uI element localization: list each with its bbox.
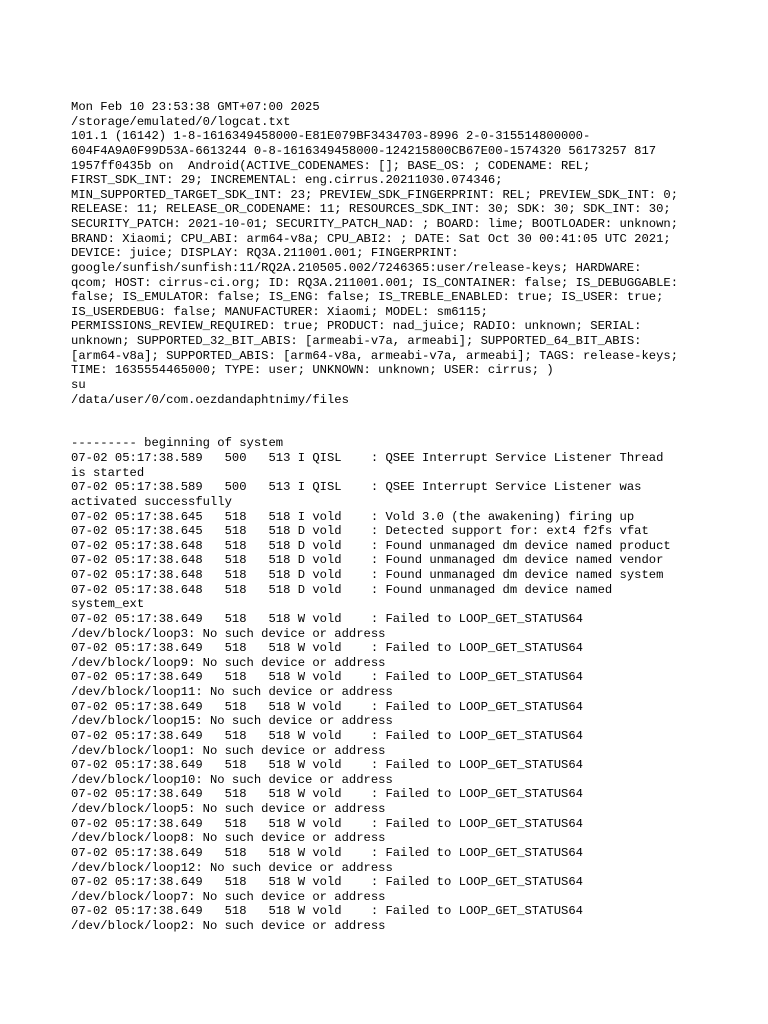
log-line: PERMISSIONS_REVIEW_REQUIRED: true; PRODUCT: nad_juice; RADIO: unknown; SERIAL: xyxy=(71,319,642,334)
log-line: /dev/block/loop9: No such device or address xyxy=(71,655,386,670)
log-line: su xyxy=(71,377,86,392)
log-line: 07-02 05:17:38.649 518 518 W vold : Failed to LOOP_GET_STATUS64 xyxy=(71,611,583,626)
log-line: /dev/block/loop3: No such device or address xyxy=(71,626,386,641)
log-line: /dev/block/loop12: No such device or address xyxy=(71,860,393,875)
log-line: 07-02 05:17:38.649 518 518 W vold : Failed to LOOP_GET_STATUS64 xyxy=(71,845,583,860)
log-line: 604F4A9A0F99D53A-6613244 0-8-1616349458000-124215800CB67E00-1574320 56173257 817 xyxy=(71,143,657,158)
log-line: --------- beginning of system xyxy=(71,436,284,451)
log-line: 1957ff0435b on Android(ACTIVE_CODENAMES: []; BASE_OS: ; CODENAME: REL; xyxy=(71,158,591,173)
log-line: 07-02 05:17:38.649 518 518 W vold : Failed to LOOP_GET_STATUS64 xyxy=(71,758,583,773)
log-line xyxy=(71,422,711,437)
log-line: qcom; HOST: cirrus-ci.org; ID: RQ3A.211001.001; IS_CONTAINER: false; IS_DEBUGGABLE: xyxy=(71,275,679,290)
log-line: 07-02 05:17:38.589 500 513 I QISL : QSEE Interrupt Service Listener was xyxy=(71,480,642,495)
log-line: BRAND: Xiaomi; CPU_ABI: arm64-v8a; CPU_ABI2: ; DATE: Sat Oct 30 00:41:05 UTC 2021; xyxy=(71,231,671,246)
log-line: DEVICE: juice; DISPLAY: RQ3A.211001.001; FINGERPRINT: xyxy=(71,246,459,261)
log-line: /data/user/0/com.oezdandaphtnimy/files xyxy=(71,392,349,407)
log-line: 07-02 05:17:38.649 518 518 W vold : Failed to LOOP_GET_STATUS64 xyxy=(71,670,583,685)
log-line: 07-02 05:17:38.649 518 518 W vold : Failed to LOOP_GET_STATUS64 xyxy=(71,787,583,802)
log-line: /dev/block/loop5: No such device or address xyxy=(71,802,386,816)
log-line: FIRST_SDK_INT: 29; INCREMENTAL: eng.cirrus.20211030.074346; xyxy=(71,173,503,188)
log-line: /dev/block/loop15: No such device or address xyxy=(71,714,393,729)
log-line: /dev/block/loop8: No such device or address xyxy=(71,831,386,846)
log-line: 07-02 05:17:38.649 518 518 W vold : Failed to LOOP_GET_STATUS64 xyxy=(71,904,583,919)
log-line xyxy=(71,407,711,422)
logcat-text xyxy=(71,100,711,934)
log-line: IS_USERDEBUG: false; MANUFACTURER: Xiaomi; MODEL: sm6115; xyxy=(71,304,488,319)
log-line: 07-02 05:17:38.645 518 518 D vold : Detected support for: ext4 f2fs vfat xyxy=(71,524,649,539)
log-line: TIME: 1635554465000; TYPE: user; UNKNOWN: unknown; USER: cirrus; ) xyxy=(71,363,554,378)
log-line: system_ext xyxy=(71,597,145,612)
log-line: 101.1 (16142) 1-8-1616349458000-E81E079BF3434703-8996 2-0-315514800000- xyxy=(71,129,591,144)
log-line: SECURITY_PATCH: 2021-10-01; SECURITY_PATCH_NAD: ; BOARD: lime; BOOTLOADER: unknown; xyxy=(71,217,679,231)
log-line: unknown; SUPPORTED_32_BIT_ABIS: [armeabi-v7a, armeabi]; SUPPORTED_64_BIT_ABIS: xyxy=(71,334,642,348)
log-line: /storage/emulated/0/logcat.txt xyxy=(71,114,291,129)
log-line: 07-02 05:17:38.649 518 518 W vold : Failed to LOOP_GET_STATUS64 xyxy=(71,699,583,714)
log-line: 07-02 05:17:38.648 518 518 D vold : Found unmanaged dm device named xyxy=(71,582,613,597)
log-line: activated successfully xyxy=(71,494,232,509)
log-line: /dev/block/loop7: No such device or address xyxy=(71,889,386,904)
log-line: 07-02 05:17:38.649 518 518 W vold : Failed to LOOP_GET_STATUS64 xyxy=(71,875,583,890)
log-line: Mon Feb 10 23:53:38 GMT+07:00 2025 xyxy=(71,100,320,114)
log-line: /dev/block/loop2: No such device or address xyxy=(71,919,386,933)
log-line: RELEASE: 11; RELEASE_OR_CODENAME: 11; RESOURCES_SDK_INT: 30; SDK: 30; SDK_INT: 30; xyxy=(71,202,671,217)
log-line: MIN_SUPPORTED_TARGET_SDK_INT: 23; PREVIEW_SDK_FINGERPRINT: REL; PREVIEW_SDK_INT: 0; xyxy=(71,187,679,202)
log-line: false; IS_EMULATOR: false; IS_ENG: false; IS_TREBLE_ENABLED: true; IS_USER: true; xyxy=(71,290,664,305)
log-line: 07-02 05:17:38.649 518 518 W vold : Failed to LOOP_GET_STATUS64 xyxy=(71,816,583,831)
log-line: 07-02 05:17:38.649 518 518 W vold : Failed to LOOP_GET_STATUS64 xyxy=(71,728,583,743)
log-line: 07-02 05:17:38.645 518 518 I vold : Vold 3.0 (the awakening) firing up xyxy=(71,509,635,524)
log-line: google/sunfish/sunfish:11/RQ2A.210505.002/7246365:user/release-keys; HARDWARE: xyxy=(71,260,642,275)
log-line: is started xyxy=(71,465,145,480)
log-line: 07-02 05:17:38.648 518 518 D vold : Found unmanaged dm device named system xyxy=(71,568,664,582)
log-line: 07-02 05:17:38.648 518 518 D vold : Found unmanaged dm device named product xyxy=(71,538,671,553)
log-line: /dev/block/loop1: No such device or address xyxy=(71,743,386,758)
log-line: [arm64-v8a]; SUPPORTED_ABIS: [arm64-v8a, armeabi-v7a, armeabi]; TAGS: release-keys; xyxy=(71,348,679,363)
log-line: /dev/block/loop11: No such device or address xyxy=(71,685,393,699)
log-line: 07-02 05:17:38.649 518 518 W vold : Failed to LOOP_GET_STATUS64 xyxy=(71,641,583,656)
log-line: 07-02 05:17:38.648 518 518 D vold : Found unmanaged dm device named vendor xyxy=(71,553,664,568)
log-line: /dev/block/loop10: No such device or address xyxy=(71,772,393,787)
log-line: 07-02 05:17:38.589 500 513 I QISL : QSEE Interrupt Service Listener Thread xyxy=(71,451,664,465)
